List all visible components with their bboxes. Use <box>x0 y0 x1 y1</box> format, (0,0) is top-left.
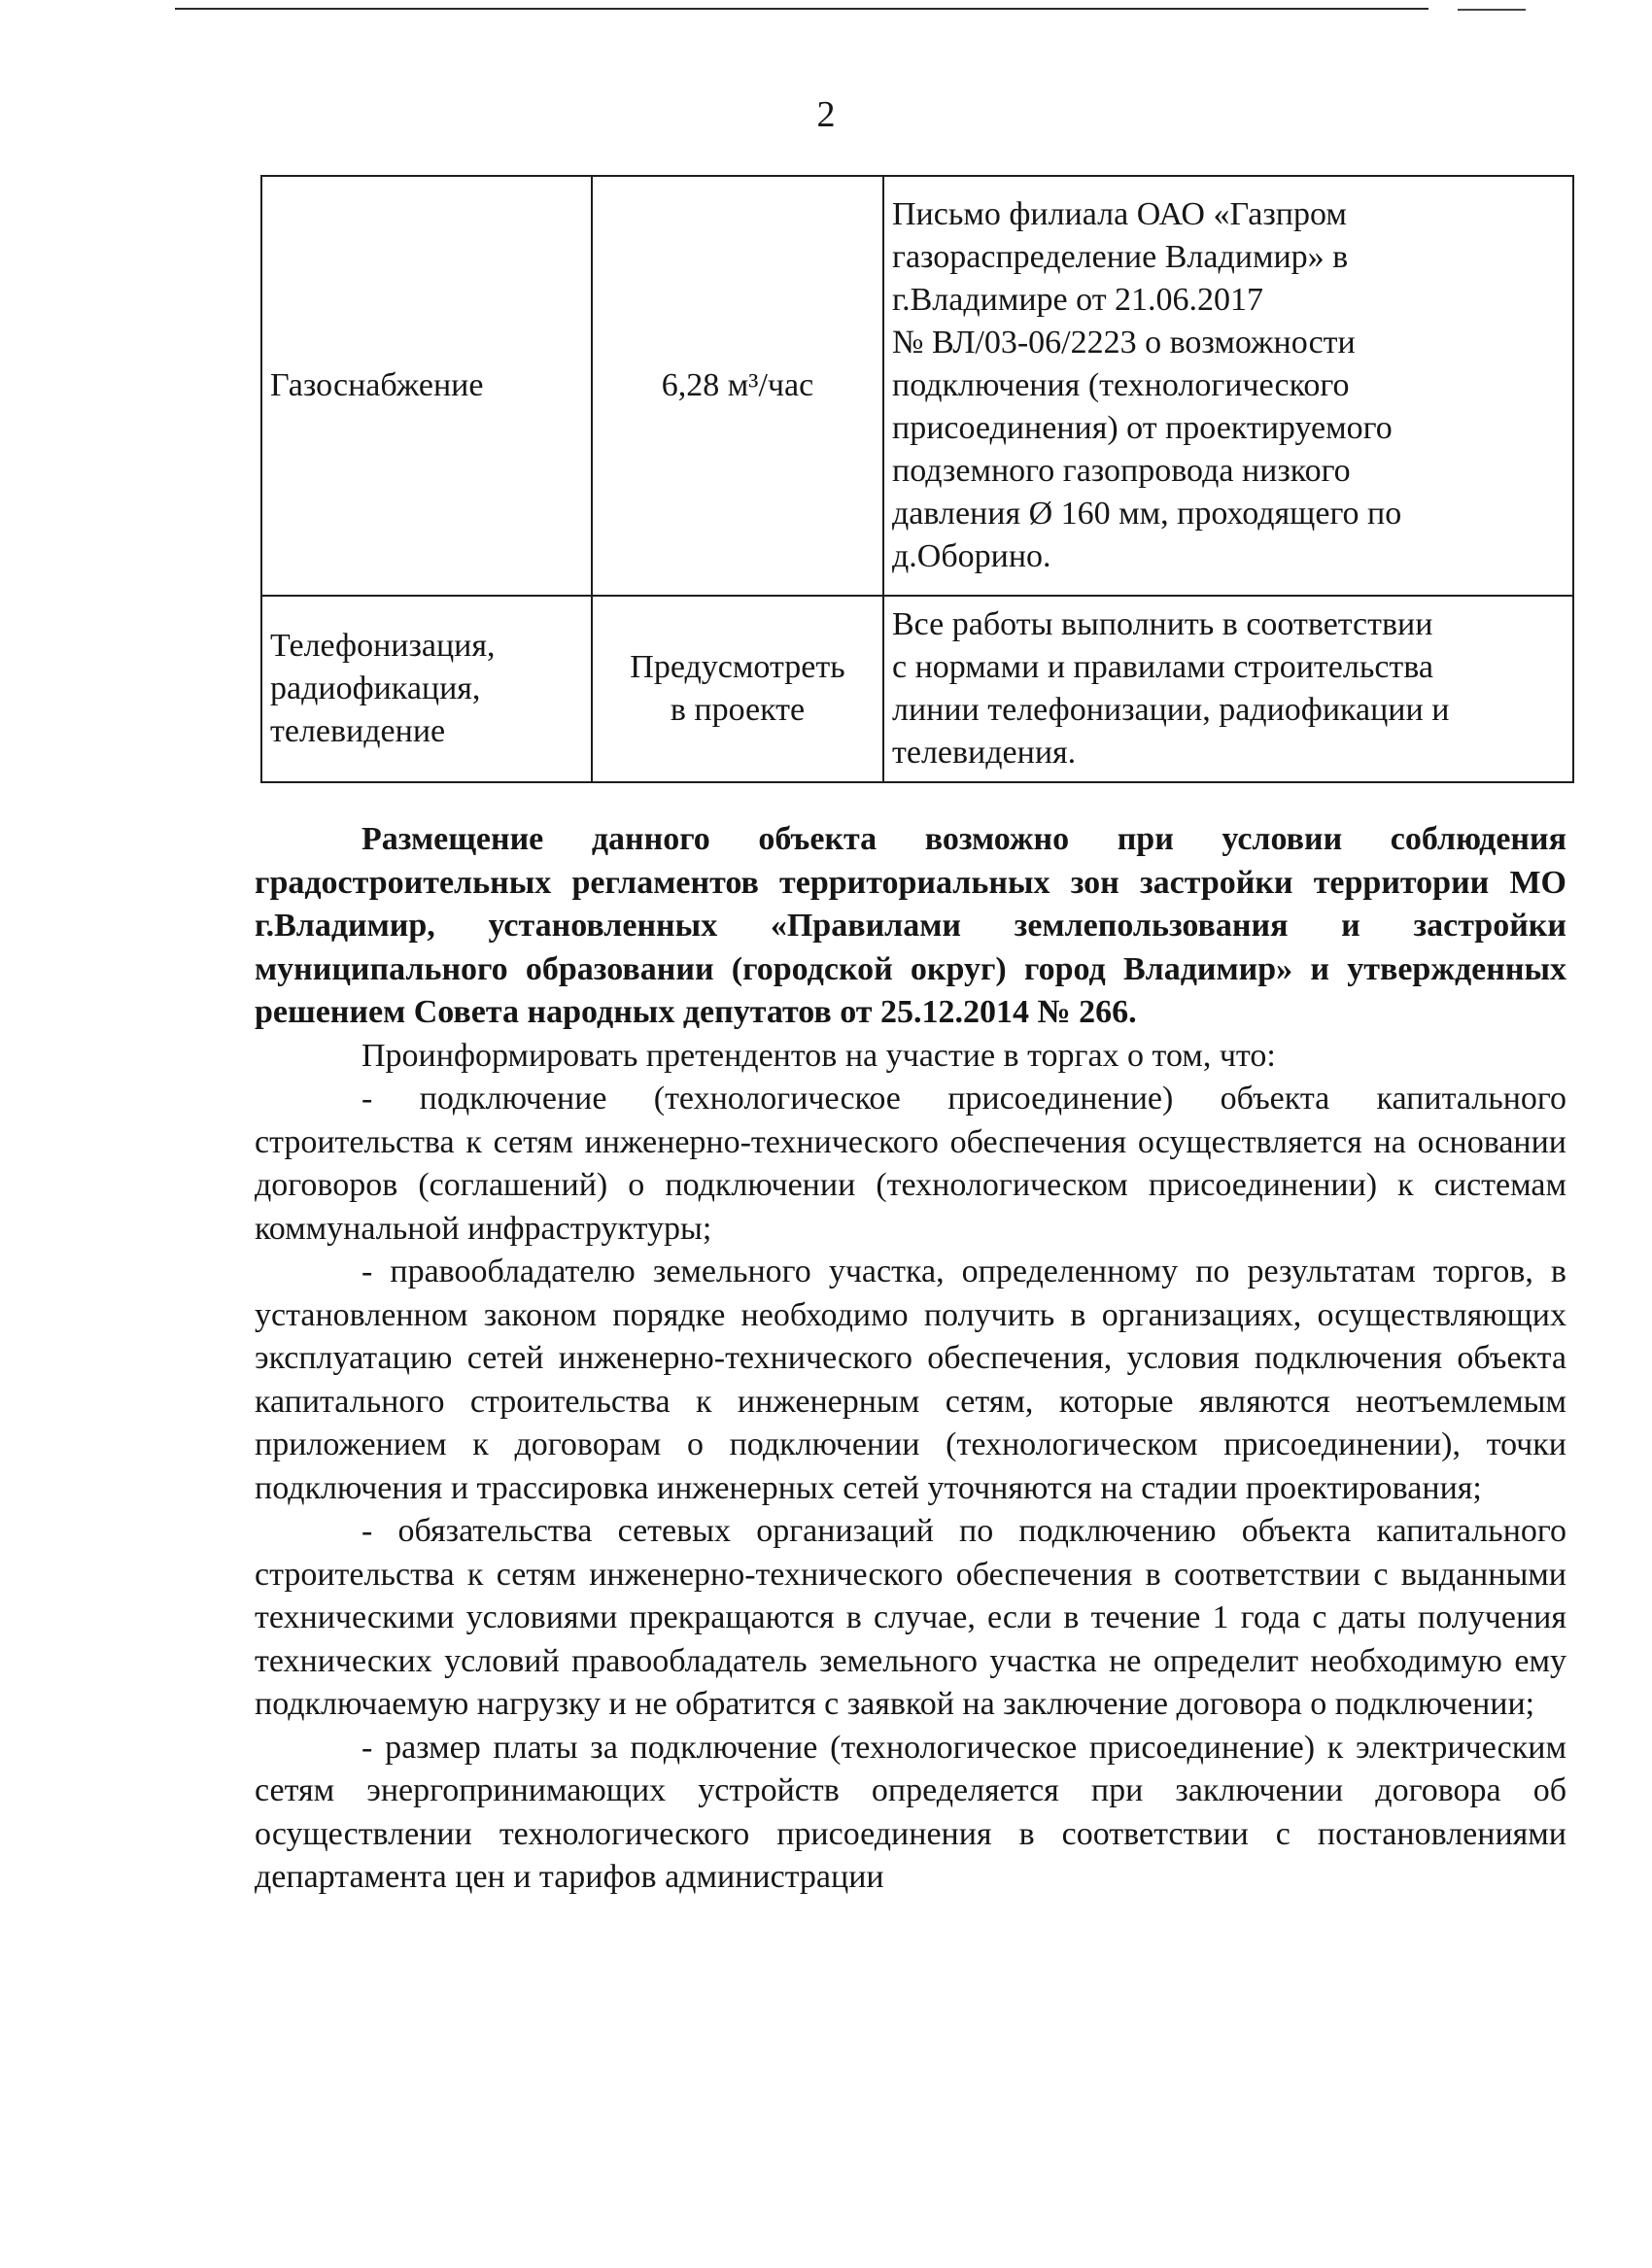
document-body <box>255 818 1566 1900</box>
page-number: 2 <box>816 94 836 135</box>
note-line: давления Ø 160 мм, проходящего по <box>892 496 1402 532</box>
table-row <box>261 596 1573 782</box>
load-value-cell <box>592 176 883 596</box>
note-line: присоединения) от проектируемого <box>892 410 1393 446</box>
service-name: Газоснабжение <box>270 367 484 403</box>
service-name-line: Телефонизация, <box>270 628 496 664</box>
service-name-line: телевидение <box>270 713 446 749</box>
note-line: № ВЛ/03-06/2223 о возможности <box>892 325 1356 361</box>
list-item: - размер платы за подключение (технологическое присоединение) к электрическим сетям энергопринимающих устройств определяется при заключении договора об осуществлении технологического присоединения в соответствии с постановлениями департамента цен и тарифов администрации <box>255 1729 1566 1895</box>
scan-edge-line-right <box>1458 9 1526 11</box>
note-line: линии телефонизации, радиофикации и <box>892 692 1450 728</box>
placement-condition-paragraph: Размещение данного объекта возможно при условии соблюдения градостроительных регламентов территориальных зон застройки территории МО г.Владимир, установленных «Правилами землепользования и застройки муниципального образовании (городской округ) город Владимир» и утвержденных решением Совета народных депутатов от 25.12.2014 № 266. <box>255 821 1566 1030</box>
service-name-cell <box>261 176 592 596</box>
load-value-line: Предусмотреть <box>630 649 845 685</box>
note-line: Письмо филиала ОАО «Газпром <box>892 196 1347 232</box>
scan-edge-line <box>175 8 1428 10</box>
service-name-line: радиофикация, <box>270 670 481 706</box>
note-line: подземного газопровода низкого <box>892 453 1351 489</box>
service-name-cell <box>261 596 592 782</box>
note-cell <box>883 596 1573 782</box>
load-value: 6,28 м³/час <box>661 367 814 403</box>
note-line: Все работы выполнить в соответствии <box>892 606 1433 642</box>
note-line: д.Оборино. <box>892 538 1051 574</box>
load-value-line: в проекте <box>670 692 806 728</box>
load-value-cell <box>592 596 883 782</box>
list-item: - обязательства сетевых организаций по подключению объекта капитального строительства к сетям инженерно-технического обеспечения в соответствии с выданными техническими условиями прекращаются в случае, если в течение 1 года с даты получения технических условий правообладатель земельного участка не определит необходимую ему подключаемую нагрузку и не обратится с заявкой на заключение договора о подключении; <box>255 1513 1566 1722</box>
list-item: - подключение (технологическое присоединение) объекта капитального строительства к сетям инженерно-технического обеспечения осуществляется на основании договоров (соглашений) о подключении (технологическом присоединении) к системам коммунальной инфраструктуры; <box>255 1081 1566 1247</box>
note-line: подключения (технологического <box>892 367 1350 403</box>
note-line: г.Владимире от 21.06.2017 <box>892 282 1264 318</box>
note-line: газораспределение Владимир» в <box>892 239 1349 275</box>
note-line: с нормами и правилами строительства <box>892 649 1433 685</box>
note-cell <box>883 176 1573 596</box>
list-item: - правообладателю земельного участка, определенному по результатам торгов, в установленном законом порядке необходимо получить в организациях, осуществляющих эксплуатацию сетей инженерно-технического обеспечения, условия подключения объекта капитального строительства к инженерным сетям, которые являются неотъемлемым приложением к договорам о подключении (технологическом присоединении), точки подключения и трассировка инженерных сетей уточняются на стадии проектирования; <box>255 1254 1566 1506</box>
note-line: телевидения. <box>892 735 1077 771</box>
technical-conditions-table <box>260 175 1574 783</box>
inform-intro-paragraph: Проинформировать претендентов на участие в торгах о том, что: <box>361 1037 1276 1074</box>
table-row <box>261 176 1573 596</box>
